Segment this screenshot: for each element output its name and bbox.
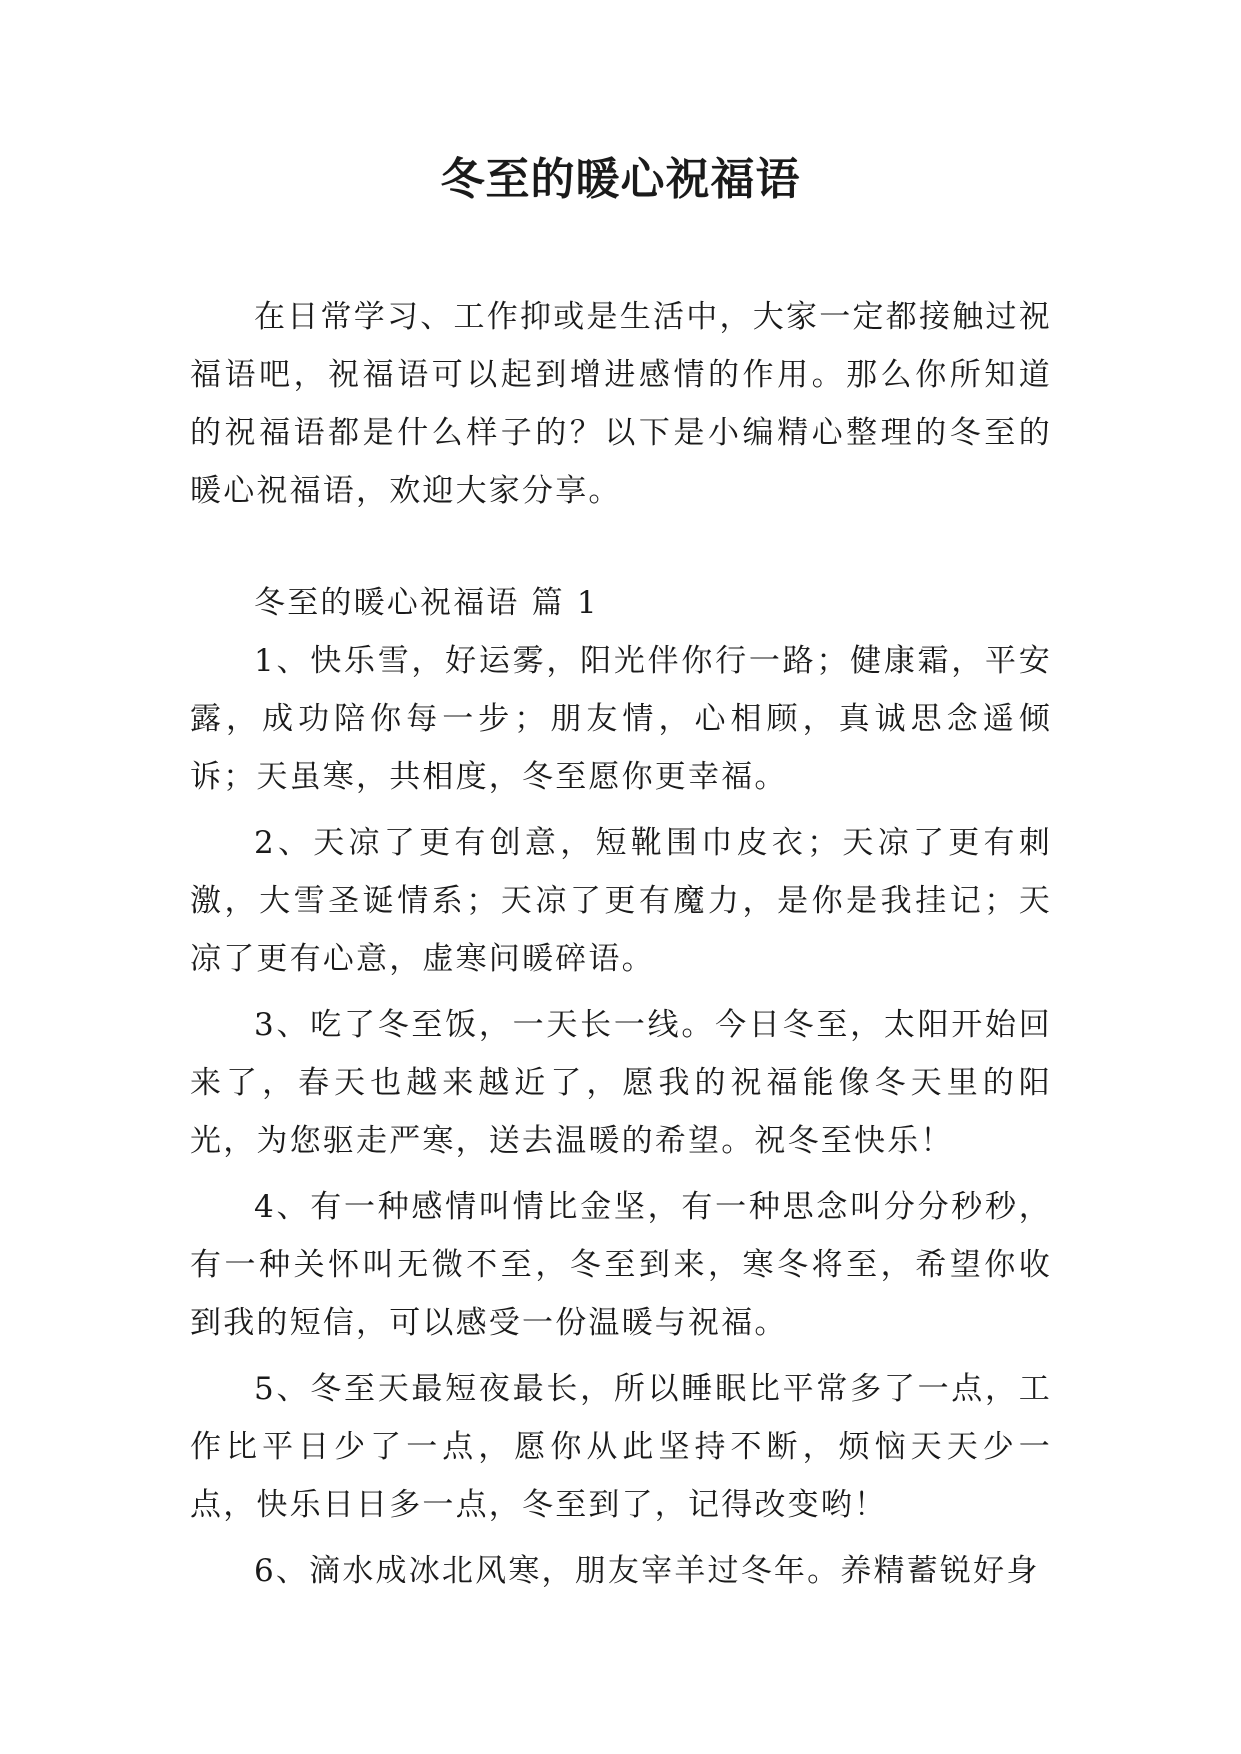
section-heading: 冬至的暖心祝福语 篇 1 <box>254 585 599 621</box>
intro-paragraph: 在日常学习、工作抑或是生活中，大家一定都接触过祝福语吧，祝福语可以起到增进感情的作用。那么你所知道的祝福语都是什么样子的？以下是小编精心整理的冬至的暖心祝福语，欢迎大家分享。 <box>190 299 1052 509</box>
greeting-item: 3、吃了冬至饭，一天长一线。今日冬至，太阳开始回来了，春天也越来越近了，愿我的祝福能像冬天里的阳光，为您驱走严寒，送去温暖的希望。祝冬至快乐！ <box>190 1007 1052 1159</box>
document-title: 冬至的暖心祝福语 <box>440 154 801 205</box>
greeting-item: 4、有一种感情叫情比金坚，有一种思念叫分分秒秒，有一种关怀叫无微不至，冬至到来，寒冬将至，希望你收到我的短信，可以感受一份温暖与祝福。 <box>190 1189 1052 1341</box>
greeting-item: 6、滴水成冰北风寒，朋友宰羊过冬年。养精蓄锐好身 <box>254 1553 1040 1589</box>
greeting-item: 2、天凉了更有创意，短靴围巾皮衣；天凉了更有刺激，大雪圣诞情系；天凉了更有魔力，是你是我挂记；天凉了更有心意，虚寒问暖碎语。 <box>190 825 1052 977</box>
greeting-item: 5、冬至天最短夜最长，所以睡眠比平常多了一点，工作比平日少了一点，愿你从此坚持不断，烦恼天天少一点，快乐日日多一点，冬至到了，记得改变哟！ <box>190 1371 1052 1523</box>
greeting-list <box>190 632 1052 1608</box>
greeting-item: 1、快乐雪，好运雾，阳光伴你行一路；健康霜，平安露，成功陪你每一步；朋友情，心相顾，真诚思念遥倾诉；天虽寒，共相度，冬至愿你更幸福。 <box>190 643 1052 795</box>
